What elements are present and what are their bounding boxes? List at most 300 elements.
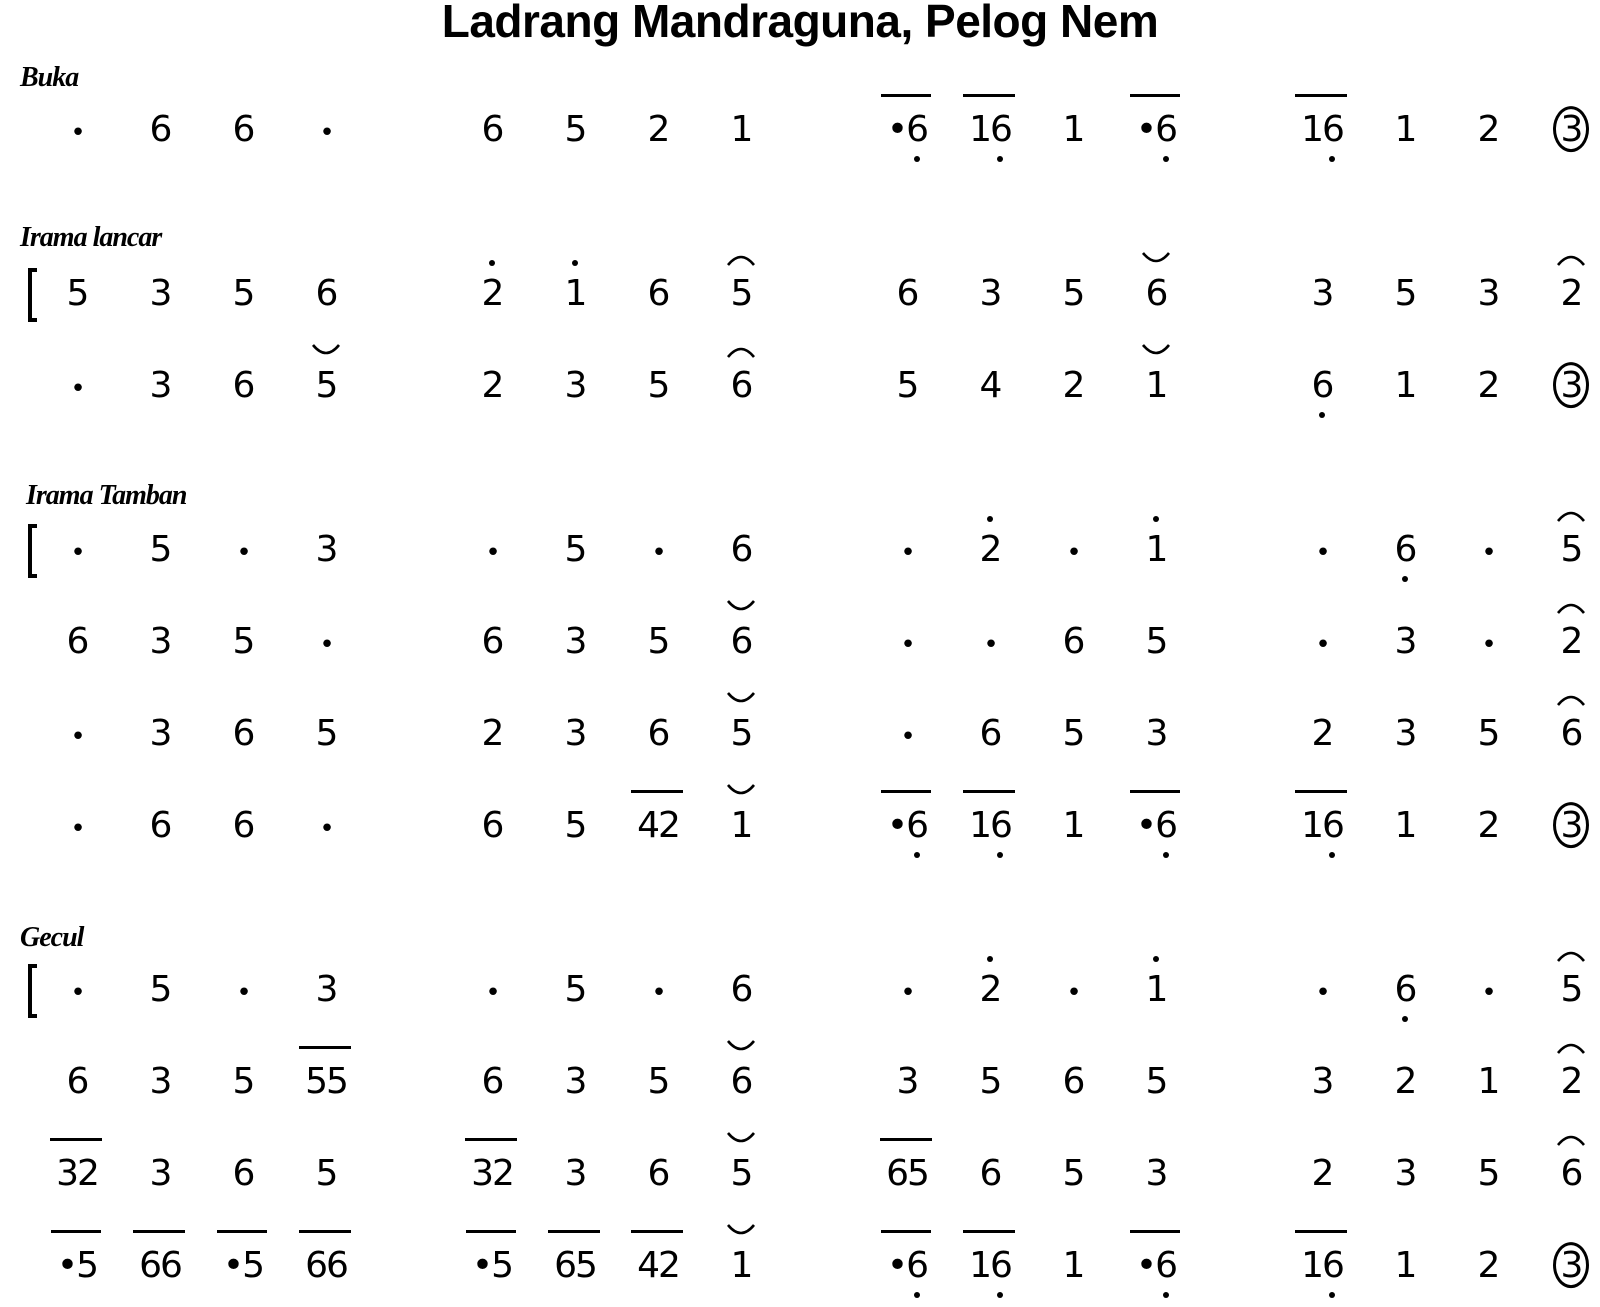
note-cell bbox=[865, 1236, 949, 1296]
note-digits: 6 bbox=[149, 805, 171, 846]
note-digits: 6 bbox=[1395, 960, 1416, 1020]
note-cell bbox=[1529, 100, 1600, 160]
low-octave-dot bbox=[914, 852, 920, 858]
note-cell bbox=[1529, 704, 1600, 764]
note-cell bbox=[533, 796, 617, 856]
note-cell bbox=[948, 704, 1032, 764]
note-digits: 6 bbox=[481, 109, 503, 150]
note-digits: 1 bbox=[1062, 109, 1084, 150]
note-digits: 5 bbox=[564, 529, 586, 570]
note-digits: 5 bbox=[564, 805, 586, 846]
note-cell bbox=[1446, 100, 1530, 160]
note-cell bbox=[1280, 1144, 1364, 1204]
kempul-arc-mark bbox=[726, 1132, 756, 1146]
note-cell bbox=[1529, 1052, 1600, 1112]
note-cell bbox=[201, 100, 285, 160]
note-cell bbox=[284, 520, 368, 580]
note-digits: 32 bbox=[56, 1144, 98, 1204]
note-cell bbox=[1363, 704, 1447, 764]
note-cell bbox=[1363, 520, 1447, 580]
rest-dot: • bbox=[651, 538, 665, 568]
note-digits: •6 bbox=[1136, 1236, 1176, 1296]
rest-dot: • bbox=[983, 630, 997, 660]
overline-mark bbox=[1130, 94, 1180, 97]
note-cell bbox=[35, 100, 119, 160]
rest-dot: • bbox=[1481, 538, 1495, 568]
note-cell bbox=[450, 1052, 534, 1112]
note-cell bbox=[1363, 612, 1447, 672]
note-cell bbox=[284, 960, 368, 1020]
note-cell bbox=[533, 264, 617, 324]
kenong-arc-mark bbox=[726, 344, 756, 358]
gong-circle-mark bbox=[1553, 362, 1589, 408]
note-cell bbox=[699, 1236, 783, 1296]
high-octave-dot bbox=[987, 516, 993, 522]
high-octave-dot bbox=[1153, 956, 1159, 962]
kempul-arc-mark bbox=[726, 600, 756, 614]
note-cell bbox=[1114, 1144, 1198, 1204]
note-digits: 3 bbox=[564, 1061, 586, 1102]
note-cell bbox=[118, 612, 202, 672]
note-cell bbox=[1031, 1052, 1115, 1112]
note-cell bbox=[1529, 612, 1600, 672]
note-digits: 6 bbox=[1312, 356, 1333, 416]
kenong-arc-mark bbox=[1556, 1040, 1586, 1054]
note-cell bbox=[948, 612, 1032, 672]
note-cell bbox=[201, 704, 285, 764]
note-cell bbox=[533, 612, 617, 672]
note-cell bbox=[201, 1144, 285, 1204]
overline-mark bbox=[217, 1230, 267, 1233]
note-cell bbox=[118, 1144, 202, 1204]
note-digits: 5 bbox=[315, 365, 337, 406]
kenong-arc-mark bbox=[1556, 600, 1586, 614]
note-digits: 2 bbox=[1477, 805, 1499, 846]
note-digits: 6 bbox=[232, 713, 254, 754]
note-digits: 6 bbox=[481, 1061, 503, 1102]
note-digits: 1 bbox=[730, 109, 752, 150]
note-cell bbox=[118, 520, 202, 580]
note-digits: 3 bbox=[1560, 109, 1582, 150]
note-cell bbox=[865, 1144, 949, 1204]
note-digits: 1 bbox=[730, 1245, 752, 1286]
note-cell bbox=[865, 704, 949, 764]
note-digits: 1 bbox=[1146, 520, 1167, 580]
note-digits: 3 bbox=[315, 969, 337, 1010]
note-cell bbox=[1114, 1052, 1198, 1112]
note-digits: 3 bbox=[149, 365, 171, 406]
rest-dot: • bbox=[900, 722, 914, 752]
overline-mark bbox=[50, 1138, 102, 1141]
note-digits: 3 bbox=[564, 621, 586, 662]
note-digits: 2 bbox=[1311, 713, 1333, 754]
overline-mark bbox=[299, 1046, 351, 1049]
note-cell bbox=[616, 1236, 700, 1296]
kenong-arc-mark bbox=[1556, 948, 1586, 962]
note-digits: 5 bbox=[149, 969, 171, 1010]
gong-circle-mark bbox=[1553, 106, 1589, 152]
note-digits: 6 bbox=[481, 805, 503, 846]
note-digits: 5 bbox=[647, 365, 669, 406]
note-digits: 6 bbox=[730, 1061, 752, 1102]
note-cell bbox=[1529, 1236, 1600, 1296]
note-digits: 3 bbox=[149, 273, 171, 314]
note-cell bbox=[284, 1144, 368, 1204]
note-digits: 6 bbox=[730, 969, 752, 1010]
note-cell bbox=[284, 1052, 368, 1112]
note-cell bbox=[1363, 960, 1447, 1020]
note-cell bbox=[1114, 520, 1198, 580]
note-cell bbox=[118, 960, 202, 1020]
note-cell bbox=[35, 1144, 119, 1204]
overline-mark bbox=[631, 790, 683, 793]
note-digits: •5 bbox=[223, 1236, 263, 1296]
note-digits: 3 bbox=[1477, 273, 1499, 314]
kempul-arc-mark bbox=[726, 1224, 756, 1238]
note-digits: 6 bbox=[647, 1153, 669, 1194]
note-digits: 6 bbox=[1062, 621, 1084, 662]
note-cell bbox=[35, 264, 119, 324]
note-cell bbox=[616, 356, 700, 416]
note-cell bbox=[865, 520, 949, 580]
note-cell bbox=[1031, 1144, 1115, 1204]
note-cell bbox=[201, 264, 285, 324]
note-cell bbox=[1446, 960, 1530, 1020]
note-cell bbox=[201, 796, 285, 856]
kempul-arc-mark bbox=[726, 1040, 756, 1054]
note-cell bbox=[533, 520, 617, 580]
note-cell bbox=[35, 796, 119, 856]
low-octave-dot bbox=[1402, 1016, 1408, 1022]
note-digits: 6 bbox=[315, 273, 337, 314]
overline-mark bbox=[51, 1230, 101, 1233]
note-digits: 32 bbox=[471, 1144, 513, 1204]
note-digits: 1 bbox=[1394, 1245, 1416, 1286]
note-digits: 5 bbox=[647, 1061, 669, 1102]
note-digits: 5 bbox=[1477, 713, 1499, 754]
overline-mark bbox=[963, 790, 1015, 793]
note-digits: 1 bbox=[1477, 1061, 1499, 1102]
rest-dot: • bbox=[70, 118, 84, 148]
note-cell bbox=[948, 1052, 1032, 1112]
note-digits: 3 bbox=[149, 1153, 171, 1194]
note-digits: 1 bbox=[1394, 365, 1416, 406]
note-digits: •6 bbox=[887, 1236, 927, 1296]
note-cell bbox=[1446, 1052, 1530, 1112]
note-cell bbox=[1280, 356, 1364, 416]
note-digits: 6 bbox=[232, 1153, 254, 1194]
overline-mark bbox=[1295, 1230, 1347, 1233]
note-digits: 5 bbox=[232, 621, 254, 662]
note-cell bbox=[1446, 796, 1530, 856]
note-cell bbox=[1363, 796, 1447, 856]
note-cell bbox=[533, 1052, 617, 1112]
section-label: Gecul bbox=[20, 922, 84, 953]
note-digits: 6 bbox=[1560, 1153, 1582, 1194]
note-digits: 5 bbox=[1062, 273, 1084, 314]
note-cell bbox=[450, 520, 534, 580]
note-digits: 1 bbox=[565, 264, 586, 324]
note-digits: 16 bbox=[969, 796, 1011, 856]
rest-dot: • bbox=[900, 978, 914, 1008]
note-digits: 5 bbox=[232, 273, 254, 314]
note-cell bbox=[1031, 100, 1115, 160]
note-cell bbox=[1529, 356, 1600, 416]
note-digits: 6 bbox=[979, 713, 1001, 754]
note-cell bbox=[1114, 960, 1198, 1020]
note-digits: 6 bbox=[149, 109, 171, 150]
note-digits: 2 bbox=[481, 365, 503, 406]
kenong-arc-mark bbox=[1556, 508, 1586, 522]
note-digits: 16 bbox=[1301, 796, 1343, 856]
rest-dot: • bbox=[70, 722, 84, 752]
rest-dot: • bbox=[1315, 630, 1329, 660]
note-digits: 65 bbox=[886, 1144, 928, 1204]
note-cell bbox=[118, 1052, 202, 1112]
rest-dot: • bbox=[70, 538, 84, 568]
gong-circle-mark bbox=[1553, 1242, 1589, 1288]
note-cell bbox=[1529, 1144, 1600, 1204]
note-cell bbox=[865, 960, 949, 1020]
note-digits: 5 bbox=[564, 969, 586, 1010]
note-cell bbox=[450, 100, 534, 160]
note-cell bbox=[284, 356, 368, 416]
note-cell bbox=[1529, 960, 1600, 1020]
note-cell bbox=[948, 520, 1032, 580]
note-cell bbox=[616, 1144, 700, 1204]
note-cell bbox=[201, 1236, 285, 1296]
note-digits: 6 bbox=[232, 365, 254, 406]
overline-mark bbox=[465, 1138, 517, 1141]
note-cell bbox=[616, 704, 700, 764]
low-octave-dot bbox=[914, 156, 920, 162]
note-digits: 16 bbox=[1301, 1236, 1343, 1296]
note-cell bbox=[1446, 356, 1530, 416]
note-cell bbox=[450, 704, 534, 764]
note-cell bbox=[699, 100, 783, 160]
high-octave-dot bbox=[572, 260, 578, 266]
note-digits: 3 bbox=[979, 273, 1001, 314]
overline-mark bbox=[1295, 94, 1347, 97]
note-cell bbox=[1031, 796, 1115, 856]
note-cell bbox=[948, 1144, 1032, 1204]
note-cell bbox=[1114, 612, 1198, 672]
rest-dot: • bbox=[900, 630, 914, 660]
note-cell bbox=[533, 1236, 617, 1296]
note-digits: 2 bbox=[647, 109, 669, 150]
note-cell bbox=[118, 796, 202, 856]
note-cell bbox=[616, 612, 700, 672]
note-digits: 5 bbox=[730, 1153, 752, 1194]
note-cell bbox=[284, 796, 368, 856]
rest-dot: • bbox=[651, 978, 665, 1008]
overline-mark bbox=[299, 1230, 351, 1233]
low-octave-dot bbox=[1163, 1292, 1169, 1298]
note-digits: 4 bbox=[979, 365, 1001, 406]
note-cell bbox=[35, 356, 119, 416]
note-cell bbox=[616, 520, 700, 580]
note-digits: 5 bbox=[66, 273, 88, 314]
note-digits: 6 bbox=[1145, 273, 1167, 314]
note-digits: 3 bbox=[1145, 713, 1167, 754]
note-cell bbox=[35, 520, 119, 580]
note-digits: 6 bbox=[1560, 713, 1582, 754]
note-cell bbox=[118, 100, 202, 160]
note-cell bbox=[118, 704, 202, 764]
rest-dot: • bbox=[1066, 978, 1080, 1008]
note-cell bbox=[699, 356, 783, 416]
rest-dot: • bbox=[70, 814, 84, 844]
note-digits: 6 bbox=[1395, 520, 1416, 580]
note-digits: 1 bbox=[730, 805, 752, 846]
note-digits: 42 bbox=[637, 1236, 679, 1296]
note-cell bbox=[1363, 1144, 1447, 1204]
note-digits: 1 bbox=[1394, 805, 1416, 846]
note-cell bbox=[1280, 520, 1364, 580]
note-digits: 6 bbox=[481, 621, 503, 662]
note-digits: 42 bbox=[637, 796, 679, 856]
overline-mark bbox=[1130, 790, 1180, 793]
note-digits: 5 bbox=[979, 1061, 1001, 1102]
note-digits: 5 bbox=[1560, 529, 1582, 570]
note-cell bbox=[1446, 612, 1530, 672]
note-cell bbox=[201, 520, 285, 580]
section-label: Irama lancar bbox=[20, 222, 162, 253]
note-digits: 3 bbox=[1145, 1153, 1167, 1194]
note-cell bbox=[1529, 264, 1600, 324]
low-octave-dot bbox=[997, 1292, 1003, 1298]
low-octave-dot bbox=[1163, 852, 1169, 858]
note-cell bbox=[1114, 356, 1198, 416]
overline-mark bbox=[880, 1138, 932, 1141]
low-octave-dot bbox=[1319, 412, 1325, 418]
note-digits: 5 bbox=[730, 713, 752, 754]
rest-dot: • bbox=[1066, 538, 1080, 568]
gong-circle-mark bbox=[1553, 802, 1589, 848]
note-cell bbox=[865, 796, 949, 856]
kempul-arc-mark bbox=[726, 784, 756, 798]
note-cell bbox=[533, 704, 617, 764]
note-digits: 5 bbox=[1477, 1153, 1499, 1194]
rest-dot: • bbox=[319, 118, 333, 148]
note-cell bbox=[533, 1144, 617, 1204]
note-cell bbox=[699, 960, 783, 1020]
note-cell bbox=[1031, 960, 1115, 1020]
note-cell bbox=[1114, 796, 1198, 856]
note-cell bbox=[533, 100, 617, 160]
note-digits: 16 bbox=[969, 1236, 1011, 1296]
note-cell bbox=[616, 264, 700, 324]
note-cell bbox=[865, 356, 949, 416]
note-digits: 3 bbox=[1560, 365, 1582, 406]
overline-mark bbox=[881, 94, 931, 97]
overline-mark bbox=[963, 94, 1015, 97]
high-octave-dot bbox=[987, 956, 993, 962]
note-cell bbox=[118, 356, 202, 416]
note-digits: 6 bbox=[730, 529, 752, 570]
kenong-arc-mark bbox=[1556, 692, 1586, 706]
overline-mark bbox=[881, 1230, 931, 1233]
kempul-arc-mark bbox=[1141, 344, 1171, 358]
note-cell bbox=[948, 264, 1032, 324]
note-digits: 1 bbox=[1394, 109, 1416, 150]
note-digits: 66 bbox=[139, 1236, 181, 1296]
overline-mark bbox=[466, 1230, 516, 1233]
note-digits: 2 bbox=[980, 960, 1001, 1020]
note-cell bbox=[699, 704, 783, 764]
note-cell bbox=[1529, 796, 1600, 856]
low-octave-dot bbox=[997, 156, 1003, 162]
note-cell bbox=[1280, 704, 1364, 764]
note-cell bbox=[284, 264, 368, 324]
note-cell bbox=[450, 1236, 534, 1296]
rest-dot: • bbox=[70, 374, 84, 404]
note-cell bbox=[284, 612, 368, 672]
note-digits: 5 bbox=[315, 1153, 337, 1194]
note-cell bbox=[616, 960, 700, 1020]
rest-dot: • bbox=[485, 978, 499, 1008]
note-digits: 3 bbox=[1394, 713, 1416, 754]
note-digits: 3 bbox=[149, 621, 171, 662]
note-digits: •5 bbox=[57, 1236, 97, 1296]
note-cell bbox=[616, 100, 700, 160]
note-cell bbox=[450, 960, 534, 1020]
note-digits: 5 bbox=[315, 713, 337, 754]
note-digits: 5 bbox=[1062, 1153, 1084, 1194]
note-cell bbox=[699, 520, 783, 580]
note-cell bbox=[1363, 1052, 1447, 1112]
note-digits: 3 bbox=[149, 1061, 171, 1102]
note-cell bbox=[118, 264, 202, 324]
rest-dot: • bbox=[1481, 630, 1495, 660]
note-digits: 5 bbox=[647, 621, 669, 662]
note-cell bbox=[35, 1052, 119, 1112]
note-cell bbox=[450, 356, 534, 416]
note-cell bbox=[699, 1052, 783, 1112]
note-cell bbox=[1280, 264, 1364, 324]
note-digits: •6 bbox=[887, 100, 927, 160]
overline-mark bbox=[1130, 1230, 1180, 1233]
overline-mark bbox=[631, 1230, 683, 1233]
kempul-arc-mark bbox=[1141, 252, 1171, 266]
note-cell bbox=[1114, 704, 1198, 764]
note-cell bbox=[865, 612, 949, 672]
note-cell bbox=[1031, 612, 1115, 672]
note-digits: 3 bbox=[1311, 273, 1333, 314]
note-cell bbox=[284, 100, 368, 160]
note-cell bbox=[201, 960, 285, 1020]
note-digits: 6 bbox=[647, 273, 669, 314]
note-cell bbox=[284, 704, 368, 764]
low-octave-dot bbox=[914, 1292, 920, 1298]
rest-dot: • bbox=[70, 978, 84, 1008]
note-cell bbox=[1114, 1236, 1198, 1296]
note-digits: 2 bbox=[1560, 1061, 1582, 1102]
note-digits: 3 bbox=[315, 529, 337, 570]
note-digits: •6 bbox=[1136, 796, 1176, 856]
section-label: Buka bbox=[20, 62, 79, 93]
page-title: Ladrang Mandraguna, Pelog Nem bbox=[441, 0, 1159, 47]
note-cell bbox=[1446, 1236, 1530, 1296]
note-cell bbox=[533, 356, 617, 416]
low-octave-dot bbox=[1163, 156, 1169, 162]
overline-mark bbox=[133, 1230, 185, 1233]
note-digits: 2 bbox=[1560, 273, 1582, 314]
note-cell bbox=[284, 1236, 368, 1296]
note-digits: 16 bbox=[969, 100, 1011, 160]
note-digits: 2 bbox=[482, 264, 503, 324]
note-cell bbox=[35, 1236, 119, 1296]
